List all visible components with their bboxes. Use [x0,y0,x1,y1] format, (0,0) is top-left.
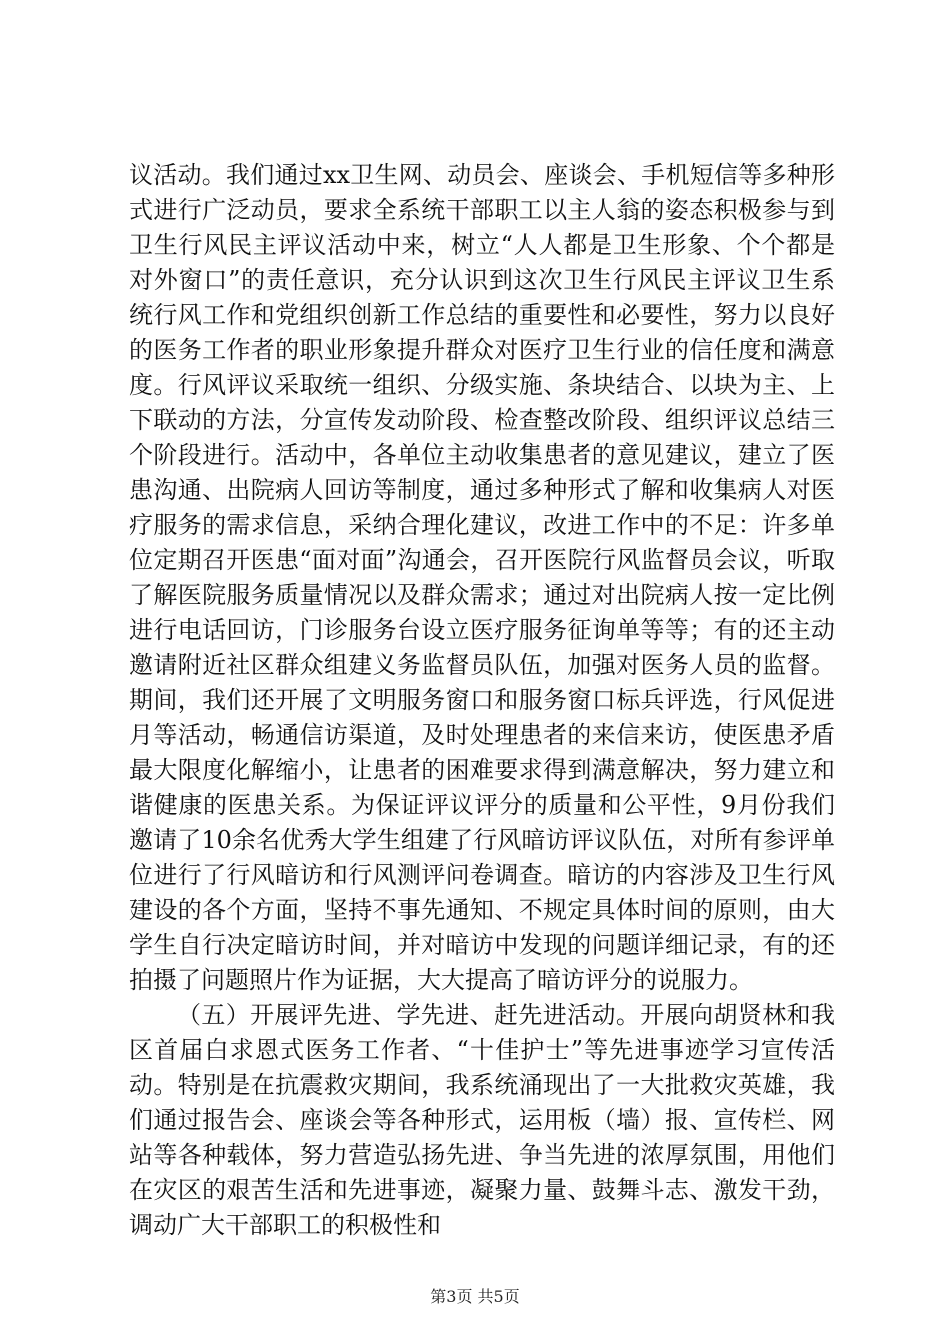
paragraph-continuation: 议活动。我们通过xx卫生网、动员会、座谈会、手机短信等多种形式进行广泛动员，要求全系统干部职工以主人翁的姿态积极参与到卫生行风民主评议活动中来，树立“人人都是卫生形象、个个都是对外窗口”的责任意识，充分认识到这次卫生行风民主评议卫生系统行风工作和党组织创新工作总结的重要性和必要性，努力以良好的医务工作者的职业形象提升群众对医疗卫生行业的信任度和满意度。行风评议采取统一组织、分级实施、条块结合、以块为主、上下联动的方法，分宣传发动阶段、检查整改阶段、组织评议总结三个阶段进行。活动中，各单位主动收集患者的意见建议，建立了医患沟通、出院病人回访等制度，通过多种形式了解和收集病人对医疗服务的需求信息，采纳合理化建议，改进工作中的不足：许多单位定期召开医患“面对面”沟通会，召开医院行风监督员会议，听取了解医院服务质量情况以及群众需求；通过对出院病人按一定比例进行电话回访，门诊服务台设立医疗服务征询单等等；有的还主动邀请附近社区群众组建义务监督员队伍，加强对医务人员的监督。期间，我们还开展了文明服务窗口和服务窗口标兵评选，行风促进月等活动，畅通信访渠道，及时处理患者的来信来访，使医患矛盾最大限度化解缩小，让患者的困难要求得到满意解决，努力建立和谐健康的医患关系。为保证评议评分的质量和公平性，9月份我们邀请了10余名优秀大学生组建了行风暗访评议队伍，对所有参评单位进行了行风暗访和行风测评问卷调查。暗访的内容涉及卫生行风建设的各个方面，坚持不事先通知、不规定具体时间的原则，由大学生自行决定暗访时间，并对暗访中发现的问题详细记录，有的还拍摄了问题照片作为证据，大大提高了暗访评分的说服力。 [129,161,835,994]
page-number-footer: 第3页 共5页 [430,1287,520,1306]
paragraph-section-five: （五）开展评先进、学先进、赶先进活动。开展向胡贤林和我区首届白求恩式医务工作者、“十佳护士”等先进事迹学习宣传活动。特别是在抗震救灾期间，我系统涌现出了一大批救灾英雄，我们通过报告会、座谈会等各种形式，运用板（墙）报、宣传栏、网站等各种载体，努力营造弘扬先进、争当先进的浓厚氛围，用他们在灾区的艰苦生活和先进事迹，凝聚力量、鼓舞斗志、激发干劲，调动广大干部职工的积极性和 [129,1001,835,1239]
document-body [129,158,835,1243]
